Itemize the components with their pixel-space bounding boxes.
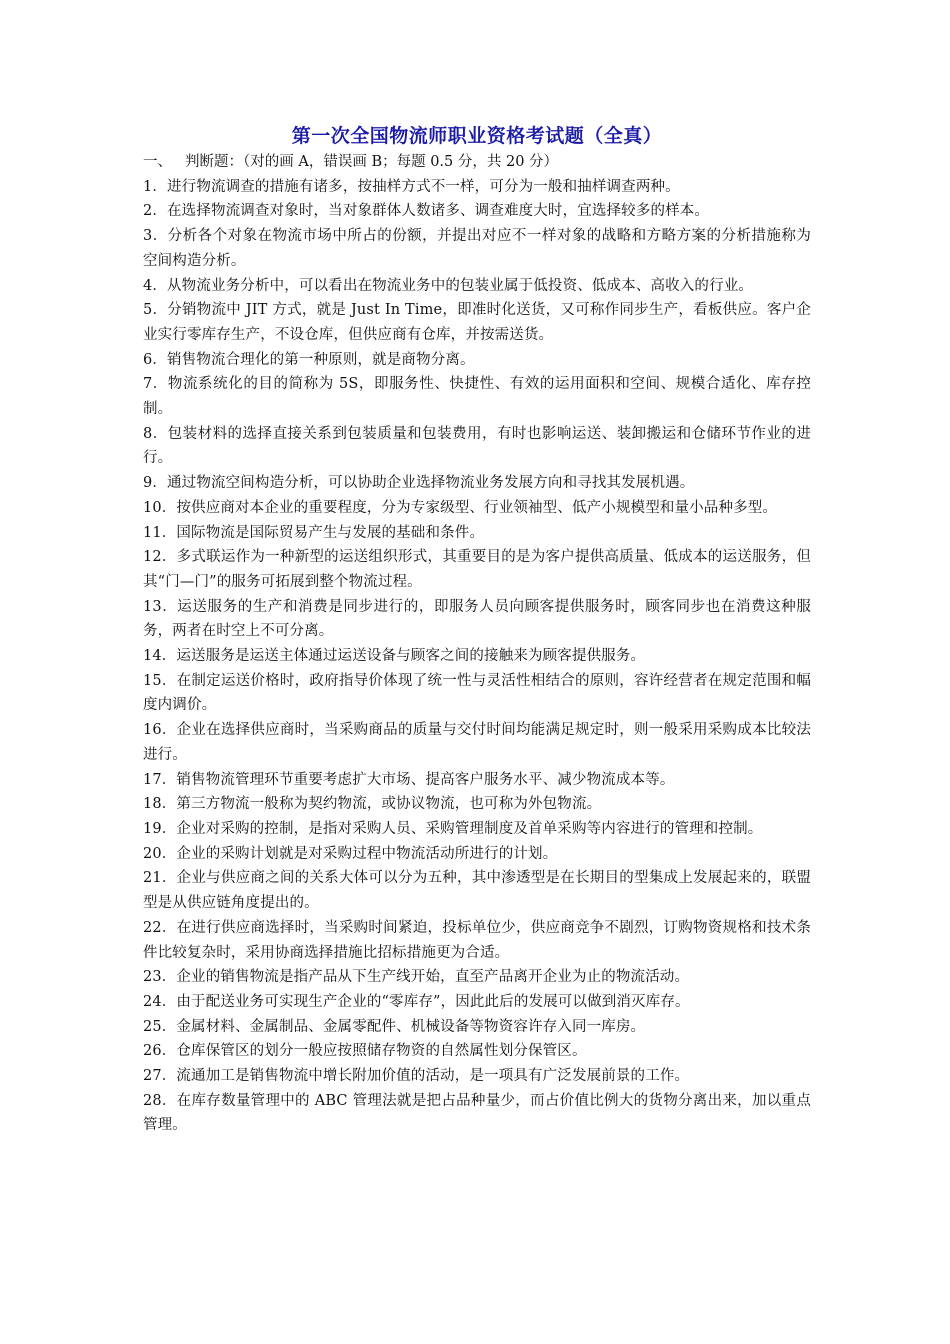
- section-number: 一、: [143, 154, 172, 170]
- question-item: 12．多式联运作为一种新型的运送组织形式，其重要目的是为客户提供高质量、低成本的运送服务，但其“门—门”的服务可拓展到整个物流过程。: [143, 549, 811, 590]
- question-item: 14．运送服务是运送主体通过运送设备与顾客之间的接触来为顾客提供服务。: [143, 648, 646, 665]
- section-heading: [143, 150, 811, 175]
- question-item: 8．包装材料的选择直接关系到包装质量和包装费用，有时也影响运送、装卸搬运和仓储环节作业的进行。: [143, 425, 811, 467]
- question-item: 18．第三方物流一般称为契约物流，或协议物流，也可称为外包物流。: [143, 796, 602, 813]
- question-item: 9．通过物流空间构造分析，可以协助企业选择物流业务发展方向和寻找其发展机遇。: [143, 475, 695, 492]
- question-list: [143, 175, 811, 1138]
- question-item: 1．进行物流调查的措施有诸多，按抽样方式不一样，可分为一般和抽样调查两种。: [143, 178, 680, 195]
- question-item: 7．物流系统化的目的简称为 5S，即服务性、快捷性、有效的运用面积和空间、规模合适化、库存控制。: [143, 376, 811, 418]
- question-item: 13．运送服务的生产和消费是同步进行的，即服务人员向顾客提供服务时，顾客同步也在消费这种服务，两者在时空上不可分离。: [143, 598, 811, 640]
- question-item: 6．销售物流合理化的第一种原则，就是商物分离。: [143, 351, 475, 368]
- question-item: 21．企业与供应商之间的关系大体可以分为五种，其中渗透型是在长期目的型集成上发展起来的，联盟型是从供应链角度提出的。: [143, 870, 811, 912]
- question-item: 10．按供应商对本企业的重要程度，分为专家级型、行业领袖型、低产小规模型和量小品种多型。: [143, 499, 778, 516]
- section-label: 判断题：（对的画 A，错误画 B；每题 0.5 分，共 20 分）: [185, 154, 559, 170]
- question-item: 25．金属材料、金属制品、金属零配件、机械设备等物资容许存入同一库房。: [143, 1018, 646, 1035]
- question-item: 3．分析各个对象在物流市场中所占的份额，并提出对应不一样对象的战略和方略方案的分析措施称为空间构造分析。: [143, 228, 811, 269]
- question-item: 16．企业在选择供应商时，当采购商品的质量与交付时间均能满足规定时，则一般采用采购成本比较法进行。: [143, 722, 811, 763]
- question-item: 27．流通加工是销售物流中增长附加价值的活动，是一项具有广泛发展前景的工作。: [143, 1068, 690, 1085]
- question-item: 2．在选择物流调查对象时，当对象群体人数诸多、调查难度大时，宜选择较多的样本。: [143, 203, 710, 220]
- question-item: 20．企业的采购计划就是对采购过程中物流活动所进行的计划。: [143, 845, 558, 862]
- question-item: 17．销售物流管理环节重要考虑扩大市场、提高客户服务水平、减少物流成本等。: [143, 771, 675, 788]
- question-item: 4．从物流业务分析中，可以看出在物流业务中的包装业属于低投资、低成本、高收入的行业。: [143, 277, 754, 294]
- question-item: 28．在库存数量管理中的 ABC 管理法就是把占品种量少，而占价值比例大的货物分离出来，加以重点管理。: [143, 1092, 811, 1134]
- question-item: 5．分销物流中 JIT 方式，就是 Just In Time，即准时化送货，又可称作同步生产，看板供应。客户企业实行零库存生产，不设仓库，但供应商有仓库，并按需送货。: [143, 302, 811, 343]
- document-title: 第一次全国物流师职业资格考试题（全真）: [291, 125, 663, 147]
- question-item: 26．仓库保管区的划分一般应按照储存物资的自然属性划分保管区。: [143, 1043, 587, 1060]
- question-item: 23．企业的销售物流是指产品从下生产线开始，直至产品离开企业为止的物流活动。: [143, 969, 690, 986]
- question-item: 15．在制定运送价格时，政府指导价体现了统一性与灵活性相结合的原则，容许经营者在规定范围和幅度内调价。: [143, 672, 811, 714]
- question-item: 22．在进行供应商选择时，当采购时间紧迫，投标单位少，供应商竞争不剧烈，订购物资规格和技术条件比较复杂时，采用协商选择措施比招标措施更为合适。: [143, 919, 811, 961]
- question-item: 11．国际物流是国际贸易产生与发展的基础和条件。: [143, 524, 485, 541]
- question-item: 19．企业对采购的控制，是指对采购人员、采购管理制度及首单采购等内容进行的管理和控制。: [143, 820, 763, 837]
- question-item: 24．由于配送业务可实现生产企业的“零库存”，因此此后的发展可以做到消灭库存。: [143, 993, 690, 1010]
- document-body: [143, 122, 811, 1138]
